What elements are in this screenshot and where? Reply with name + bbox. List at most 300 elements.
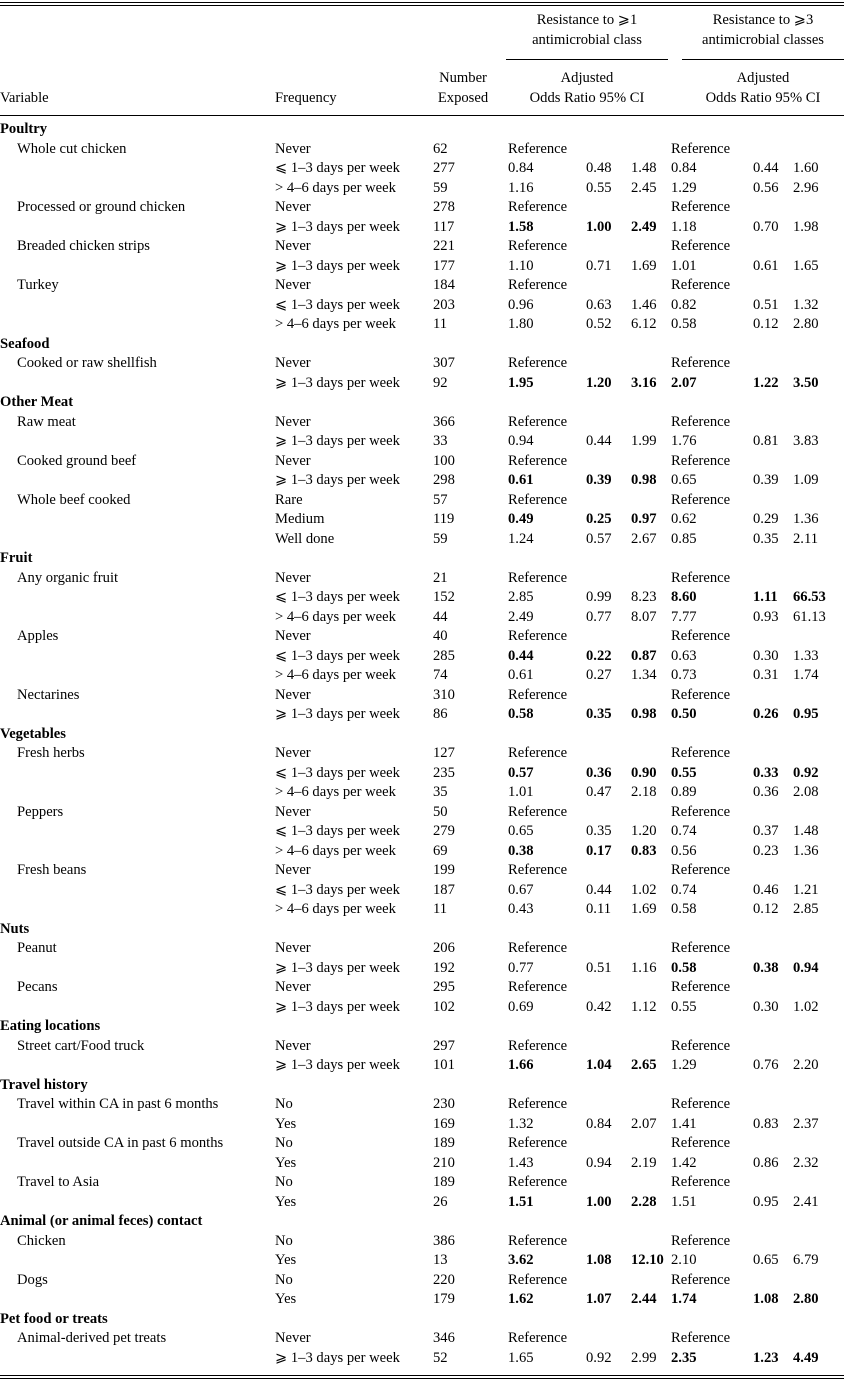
or3-lower-ci-cell	[753, 861, 793, 881]
variable-cell	[0, 159, 275, 179]
or1-estimate-cell: Reference	[508, 686, 568, 703]
or1-estimate-cell: Reference	[508, 1037, 568, 1054]
or3-estimate-cell: Reference	[671, 277, 731, 293]
variable-cell	[0, 608, 275, 628]
frequency-cell: No	[275, 1232, 293, 1249]
table-row	[0, 296, 844, 316]
or3-estimate-cell: 0.84	[671, 160, 697, 176]
or1-estimate-cell: 0.49	[508, 511, 534, 527]
or3-lower-ci-cell: 1.08	[753, 1291, 779, 1307]
number-exposed-cell: 307	[433, 355, 455, 371]
or3-lower-ci-cell	[753, 1134, 793, 1154]
category-label: Eating locations	[0, 1018, 101, 1034]
or1-lower-ci-cell: 0.17	[586, 842, 612, 859]
variable-cell: Travel outside CA in past 6 months	[17, 1135, 224, 1151]
category-row	[0, 120, 844, 140]
or1-upper-ci-cell	[631, 1232, 671, 1252]
number-exposed-cell: 297	[433, 1037, 455, 1054]
or1-estimate-cell: Reference	[508, 569, 568, 586]
category-label: Fruit	[0, 550, 33, 566]
or1-estimate-cell: 2.85	[508, 589, 534, 605]
or3-lower-ci-cell	[753, 1095, 793, 1115]
table-row	[0, 569, 844, 589]
number-exposed-cell: 206	[433, 940, 455, 956]
or1-lower-ci-cell	[586, 1232, 631, 1252]
variable-cell	[0, 1349, 275, 1369]
or1-estimate-cell: 1.24	[508, 530, 534, 547]
category-label: Animal (or animal feces) contact	[0, 1213, 203, 1229]
table-body	[0, 120, 844, 1368]
or1-lower-ci-cell: 0.27	[586, 667, 612, 683]
table-row	[0, 998, 844, 1018]
or3-estimate-cell: Reference	[671, 1174, 731, 1190]
frequency-cell: Yes	[275, 1154, 297, 1171]
or1-lower-ci-cell	[586, 1271, 631, 1291]
or1-estimate-cell: 1.43	[508, 1154, 534, 1171]
or3-lower-ci-cell: 0.46	[753, 881, 779, 898]
frequency-cell: ⩾ 1–3 days per week	[275, 433, 400, 449]
or1-upper-ci-cell	[631, 237, 671, 257]
or3-lower-ci-cell	[753, 686, 793, 706]
or3-upper-ci-cell: 0.92	[793, 764, 819, 781]
or1-lower-ci-cell: 1.04	[586, 1057, 612, 1073]
frequency-cell: Never	[275, 686, 311, 703]
or1-estimate-cell: 1.62	[508, 1291, 534, 1307]
or1-upper-ci-cell: 1.12	[631, 998, 657, 1015]
or3-lower-ci-cell	[753, 198, 793, 218]
table-row	[0, 666, 844, 686]
or3-lower-ci-cell: 0.76	[753, 1057, 779, 1073]
or1-lower-ci-cell: 1.07	[586, 1291, 612, 1307]
or3-upper-ci-cell	[793, 686, 844, 706]
frequency-cell: > 4–6 days per week	[275, 901, 396, 917]
or1-upper-ci-cell	[631, 569, 671, 589]
or3-lower-ci-cell: 0.12	[753, 901, 779, 917]
or1-lower-ci-cell	[586, 803, 631, 823]
or1-lower-ci-cell: 0.44	[586, 433, 612, 449]
number-exposed-cell: 117	[433, 218, 455, 235]
number-exposed-cell: 199	[433, 862, 455, 878]
or3-estimate-cell: Reference	[671, 1135, 731, 1151]
or1-lower-ci-cell	[586, 978, 631, 998]
number-exposed-cell: 13	[433, 1252, 448, 1268]
or1-lower-ci-cell: 0.48	[586, 160, 612, 176]
group-rule-1	[506, 59, 668, 60]
col-header-or-3-line2: Odds Ratio 95% CI	[705, 90, 821, 106]
frequency-cell: Never	[275, 803, 311, 820]
or1-upper-ci-cell	[631, 1134, 671, 1154]
table-row	[0, 237, 844, 257]
variable-cell	[0, 666, 275, 686]
or3-upper-ci-cell	[793, 276, 844, 296]
or1-upper-ci-cell: 0.97	[631, 511, 657, 527]
frequency-cell: ⩽ 1–3 days per week	[275, 764, 400, 781]
or1-lower-ci-cell	[586, 1037, 631, 1057]
or1-estimate-cell: 1.32	[508, 1115, 534, 1132]
or3-estimate-cell: 0.58	[671, 901, 697, 917]
or3-estimate-cell: 1.29	[671, 179, 697, 196]
or1-upper-ci-cell	[631, 627, 671, 647]
or3-upper-ci-cell: 1.32	[793, 296, 819, 313]
number-exposed-cell: 278	[433, 199, 455, 215]
or3-estimate-cell: 0.50	[671, 706, 697, 722]
variable-cell: Cooked ground beef	[17, 452, 137, 469]
or3-upper-ci-cell: 2.80	[793, 316, 819, 332]
or1-estimate-cell: 1.51	[508, 1193, 534, 1210]
frequency-cell: Never	[275, 238, 311, 254]
or3-lower-ci-cell: 0.31	[753, 667, 779, 683]
or3-estimate-cell: 1.01	[671, 257, 697, 274]
or1-upper-ci-cell: 2.49	[631, 218, 657, 235]
frequency-cell: Never	[275, 862, 311, 878]
or1-lower-ci-cell: 0.84	[586, 1115, 612, 1132]
or1-upper-ci-cell	[631, 1095, 671, 1115]
table-row	[0, 744, 844, 764]
table-row	[0, 140, 844, 160]
variable-cell	[0, 764, 275, 784]
frequency-cell: No	[275, 1174, 293, 1190]
or1-upper-ci-cell: 1.69	[631, 257, 657, 274]
or1-lower-ci-cell	[586, 1329, 631, 1349]
or3-estimate-cell: Reference	[671, 355, 731, 371]
or3-estimate-cell: 0.58	[671, 959, 697, 976]
or3-upper-ci-cell: 1.65	[793, 257, 819, 274]
or3-lower-ci-cell: 0.38	[753, 959, 779, 976]
table-row	[0, 1271, 844, 1291]
variable-cell	[0, 900, 275, 920]
frequency-cell: Rare	[275, 491, 303, 508]
col-header-or-1	[506, 68, 668, 108]
variable-cell: Animal-derived pet treats	[17, 1330, 167, 1346]
table-row	[0, 686, 844, 706]
category-label: Vegetables	[0, 725, 66, 742]
or1-lower-ci-cell: 0.35	[586, 706, 612, 722]
variable-cell	[0, 1290, 275, 1310]
number-exposed-cell: 86	[433, 706, 448, 722]
or1-estimate-cell: Reference	[508, 745, 568, 761]
or3-lower-ci-cell: 0.26	[753, 706, 779, 722]
or1-estimate-cell: 0.65	[508, 823, 534, 839]
or1-lower-ci-cell: 0.57	[586, 530, 612, 547]
col-header-number-line2: Exposed	[437, 90, 489, 106]
or1-estimate-cell: 0.43	[508, 901, 534, 917]
or3-estimate-cell: 1.29	[671, 1057, 697, 1073]
or3-lower-ci-cell: 0.12	[753, 316, 779, 332]
or3-estimate-cell: Reference	[671, 238, 731, 254]
variable-cell	[0, 1115, 275, 1135]
variable-cell: Pecans	[17, 979, 58, 995]
or3-estimate-cell: Reference	[671, 979, 731, 995]
or1-upper-ci-cell: 2.07	[631, 1115, 657, 1132]
or3-estimate-cell: Reference	[671, 628, 731, 644]
number-exposed-cell: 184	[433, 277, 455, 293]
number-exposed-cell: 62	[433, 140, 448, 157]
or3-estimate-cell: 2.10	[671, 1252, 697, 1268]
or3-upper-ci-cell	[793, 803, 844, 823]
number-exposed-cell: 50	[433, 803, 448, 820]
frequency-cell: ⩽ 1–3 days per week	[275, 296, 400, 313]
frequency-cell: Never	[275, 940, 311, 956]
or3-estimate-cell: 1.76	[671, 433, 697, 449]
or1-lower-ci-cell	[586, 939, 631, 959]
or3-lower-ci-cell: 0.29	[753, 511, 779, 527]
number-exposed-cell: 230	[433, 1096, 455, 1112]
table-row	[0, 647, 844, 667]
or1-upper-ci-cell	[631, 1037, 671, 1057]
or1-lower-ci-cell: 0.71	[586, 257, 612, 274]
frequency-cell: Never	[275, 140, 311, 157]
frequency-cell: Never	[275, 569, 311, 586]
or1-upper-ci-cell	[631, 276, 671, 296]
or1-estimate-cell: Reference	[508, 140, 568, 157]
or1-estimate-cell: 1.01	[508, 784, 534, 800]
or1-estimate-cell: 0.61	[508, 667, 534, 683]
frequency-cell: ⩾ 1–3 days per week	[275, 998, 400, 1015]
table-row	[0, 1290, 844, 1310]
variable-cell	[0, 218, 275, 238]
or3-upper-ci-cell	[793, 1271, 844, 1291]
or1-estimate-cell: 3.62	[508, 1252, 534, 1268]
table-row	[0, 627, 844, 647]
or1-lower-ci-cell: 0.77	[586, 608, 612, 625]
or3-upper-ci-cell	[793, 939, 844, 959]
or3-upper-ci-cell	[793, 354, 844, 374]
table-row	[0, 822, 844, 842]
frequency-cell: Never	[275, 1037, 311, 1054]
or1-upper-ci-cell: 2.99	[631, 1349, 657, 1366]
or3-upper-ci-cell	[793, 1095, 844, 1115]
top-double-rule-b	[0, 5, 844, 6]
number-exposed-cell: 21	[433, 569, 448, 586]
frequency-cell: Never	[275, 355, 311, 371]
or3-estimate-cell: Reference	[671, 199, 731, 215]
table-row	[0, 1095, 844, 1115]
or1-lower-ci-cell: 0.36	[586, 764, 612, 781]
table-row	[0, 881, 844, 901]
or1-upper-ci-cell	[631, 1173, 671, 1193]
or1-upper-ci-cell	[631, 978, 671, 998]
or1-lower-ci-cell: 0.51	[586, 959, 612, 976]
group-header-1-line1: Resistance to ⩾1	[536, 12, 638, 28]
or3-upper-ci-cell	[793, 861, 844, 881]
variable-cell: Fresh beans	[17, 862, 87, 878]
or1-estimate-cell: 1.10	[508, 257, 534, 274]
or1-lower-ci-cell: 1.00	[586, 218, 612, 235]
variable-cell	[0, 1251, 275, 1271]
frequency-cell: No	[275, 1135, 293, 1151]
or1-lower-ci-cell: 1.00	[586, 1193, 612, 1210]
or1-estimate-cell: 1.80	[508, 316, 534, 332]
category-label: Travel history	[0, 1076, 88, 1093]
or3-upper-ci-cell: 1.09	[793, 472, 819, 488]
or1-upper-ci-cell: 12.10	[631, 1252, 664, 1268]
or3-lower-ci-cell: 0.70	[753, 218, 779, 235]
or3-lower-ci-cell: 0.56	[753, 179, 779, 196]
or1-upper-ci-cell: 2.44	[631, 1291, 657, 1307]
number-exposed-cell: 44	[433, 608, 448, 625]
variable-cell: Processed or ground chicken	[17, 199, 186, 215]
category-label: Pet food or treats	[0, 1310, 108, 1327]
or1-upper-ci-cell: 2.45	[631, 179, 657, 196]
category-row	[0, 725, 844, 745]
variable-cell: Whole cut chicken	[17, 140, 127, 157]
or1-estimate-cell: 0.94	[508, 433, 534, 449]
variable-cell	[0, 296, 275, 316]
or1-lower-ci-cell: 0.35	[586, 823, 612, 839]
or1-upper-ci-cell: 0.98	[631, 706, 657, 722]
or1-estimate-cell: Reference	[508, 1096, 568, 1112]
table-row	[0, 608, 844, 628]
variable-cell: Chicken	[17, 1232, 66, 1249]
or3-upper-ci-cell	[793, 413, 844, 433]
or1-lower-ci-cell	[586, 140, 631, 160]
or3-lower-ci-cell	[753, 354, 793, 374]
or3-estimate-cell: Reference	[671, 413, 731, 430]
or3-upper-ci-cell: 2.85	[793, 901, 819, 917]
table-row	[0, 1349, 844, 1369]
frequency-cell: ⩽ 1–3 days per week	[275, 881, 400, 898]
number-exposed-cell: 100	[433, 452, 455, 469]
number-exposed-cell: 346	[433, 1330, 455, 1346]
frequency-cell: > 4–6 days per week	[275, 608, 396, 625]
or3-lower-ci-cell: 0.95	[753, 1193, 779, 1210]
or3-upper-ci-cell	[793, 1037, 844, 1057]
table-row	[0, 354, 844, 374]
category-row	[0, 393, 844, 413]
or3-upper-ci-cell: 0.95	[793, 706, 819, 722]
variable-cell: Nectarines	[17, 686, 80, 703]
variable-cell: Any organic fruit	[17, 569, 119, 586]
frequency-cell: > 4–6 days per week	[275, 179, 396, 196]
or3-estimate-cell: 1.41	[671, 1115, 697, 1132]
number-exposed-cell: 189	[433, 1135, 455, 1151]
or1-estimate-cell: 0.58	[508, 706, 534, 722]
or3-upper-ci-cell: 2.11	[793, 530, 818, 547]
table-row	[0, 705, 844, 725]
variable-cell: Travel to Asia	[17, 1174, 100, 1190]
frequency-cell: ⩾ 1–3 days per week	[275, 374, 400, 391]
or3-estimate-cell: Reference	[671, 452, 731, 469]
variable-cell: Apples	[17, 628, 59, 644]
col-header-or-1-line2: Odds Ratio 95% CI	[529, 90, 645, 106]
number-exposed-cell: 220	[433, 1271, 455, 1288]
variable-cell: Fresh herbs	[17, 745, 85, 761]
or1-estimate-cell: Reference	[508, 1174, 568, 1190]
or1-upper-ci-cell: 1.46	[631, 296, 657, 313]
variable-cell	[0, 315, 275, 335]
number-exposed-cell: 152	[433, 589, 455, 605]
number-exposed-cell: 59	[433, 530, 448, 547]
table-row	[0, 861, 844, 881]
or1-upper-ci-cell: 0.87	[631, 647, 657, 664]
or3-lower-ci-cell	[753, 413, 793, 433]
frequency-cell: Medium	[275, 511, 325, 527]
frequency-cell: ⩽ 1–3 days per week	[275, 589, 400, 605]
table-row	[0, 803, 844, 823]
table-row	[0, 452, 844, 472]
or1-lower-ci-cell: 0.47	[586, 784, 612, 800]
or1-estimate-cell: Reference	[508, 452, 568, 469]
or3-estimate-cell: 1.18	[671, 218, 697, 235]
number-exposed-cell: 386	[433, 1232, 455, 1249]
table-row	[0, 1037, 844, 1057]
or1-lower-ci-cell	[586, 198, 631, 218]
or1-lower-ci-cell: 1.20	[586, 374, 612, 391]
or3-lower-ci-cell: 0.37	[753, 823, 779, 839]
frequency-cell: ⩾ 1–3 days per week	[275, 1057, 400, 1073]
table-row	[0, 959, 844, 979]
or1-upper-ci-cell: 1.69	[631, 901, 657, 917]
variable-cell	[0, 842, 275, 862]
or3-estimate-cell: Reference	[671, 862, 731, 878]
col-header-or-1-line1: Adjusted	[560, 70, 614, 86]
category-label: Nuts	[0, 920, 30, 937]
or3-lower-ci-cell	[753, 1271, 793, 1291]
or3-lower-ci-cell	[753, 1232, 793, 1252]
frequency-cell: > 4–6 days per week	[275, 784, 396, 800]
or1-upper-ci-cell: 2.28	[631, 1193, 657, 1210]
variable-cell	[0, 588, 275, 608]
number-exposed-cell: 69	[433, 842, 448, 859]
frequency-cell: > 4–6 days per week	[275, 667, 396, 683]
or1-lower-ci-cell: 0.99	[586, 589, 612, 605]
frequency-cell: ⩾ 1–3 days per week	[275, 472, 400, 488]
number-exposed-cell: 279	[433, 823, 455, 839]
or3-lower-ci-cell	[753, 1329, 793, 1349]
or1-estimate-cell: 0.69	[508, 998, 534, 1015]
frequency-cell: ⩾ 1–3 days per week	[275, 257, 400, 274]
table-row	[0, 491, 844, 511]
or1-estimate-cell: Reference	[508, 1271, 568, 1288]
variable-cell	[0, 881, 275, 901]
or1-lower-ci-cell: 0.22	[586, 647, 612, 664]
table-row	[0, 900, 844, 920]
or3-lower-ci-cell: 1.23	[753, 1349, 779, 1366]
number-exposed-cell: 295	[433, 979, 455, 995]
or3-estimate-cell: Reference	[671, 569, 731, 586]
frequency-cell: Never	[275, 628, 311, 644]
variable-cell	[0, 1056, 275, 1076]
or1-estimate-cell: Reference	[508, 277, 568, 293]
frequency-cell: Never	[275, 1330, 311, 1346]
or3-estimate-cell: 2.07	[671, 374, 697, 391]
variable-cell: Raw meat	[17, 413, 76, 430]
or1-estimate-cell: Reference	[508, 238, 568, 254]
category-row	[0, 335, 844, 355]
variable-cell	[0, 647, 275, 667]
variable-cell	[0, 530, 275, 550]
or3-estimate-cell: 7.77	[671, 608, 697, 625]
or3-upper-ci-cell	[793, 978, 844, 998]
or1-upper-ci-cell: 6.12	[631, 316, 657, 332]
frequency-cell: Yes	[275, 1252, 297, 1268]
or1-upper-ci-cell: 1.99	[631, 433, 657, 449]
or3-upper-ci-cell	[793, 1134, 844, 1154]
table-row	[0, 159, 844, 179]
frequency-cell: ⩾ 1–3 days per week	[275, 706, 400, 722]
or3-lower-ci-cell: 0.36	[753, 784, 779, 800]
table-row	[0, 179, 844, 199]
or1-upper-ci-cell	[631, 413, 671, 433]
variable-cell	[0, 705, 275, 725]
or1-upper-ci-cell: 1.34	[631, 667, 657, 683]
col-header-number-line1: Number	[439, 70, 487, 86]
number-exposed-cell: 11	[433, 901, 448, 917]
or3-upper-ci-cell: 4.49	[793, 1349, 819, 1366]
or3-lower-ci-cell: 1.11	[753, 589, 778, 605]
category-label: Seafood	[0, 335, 50, 352]
or3-lower-ci-cell: 0.23	[753, 842, 779, 859]
